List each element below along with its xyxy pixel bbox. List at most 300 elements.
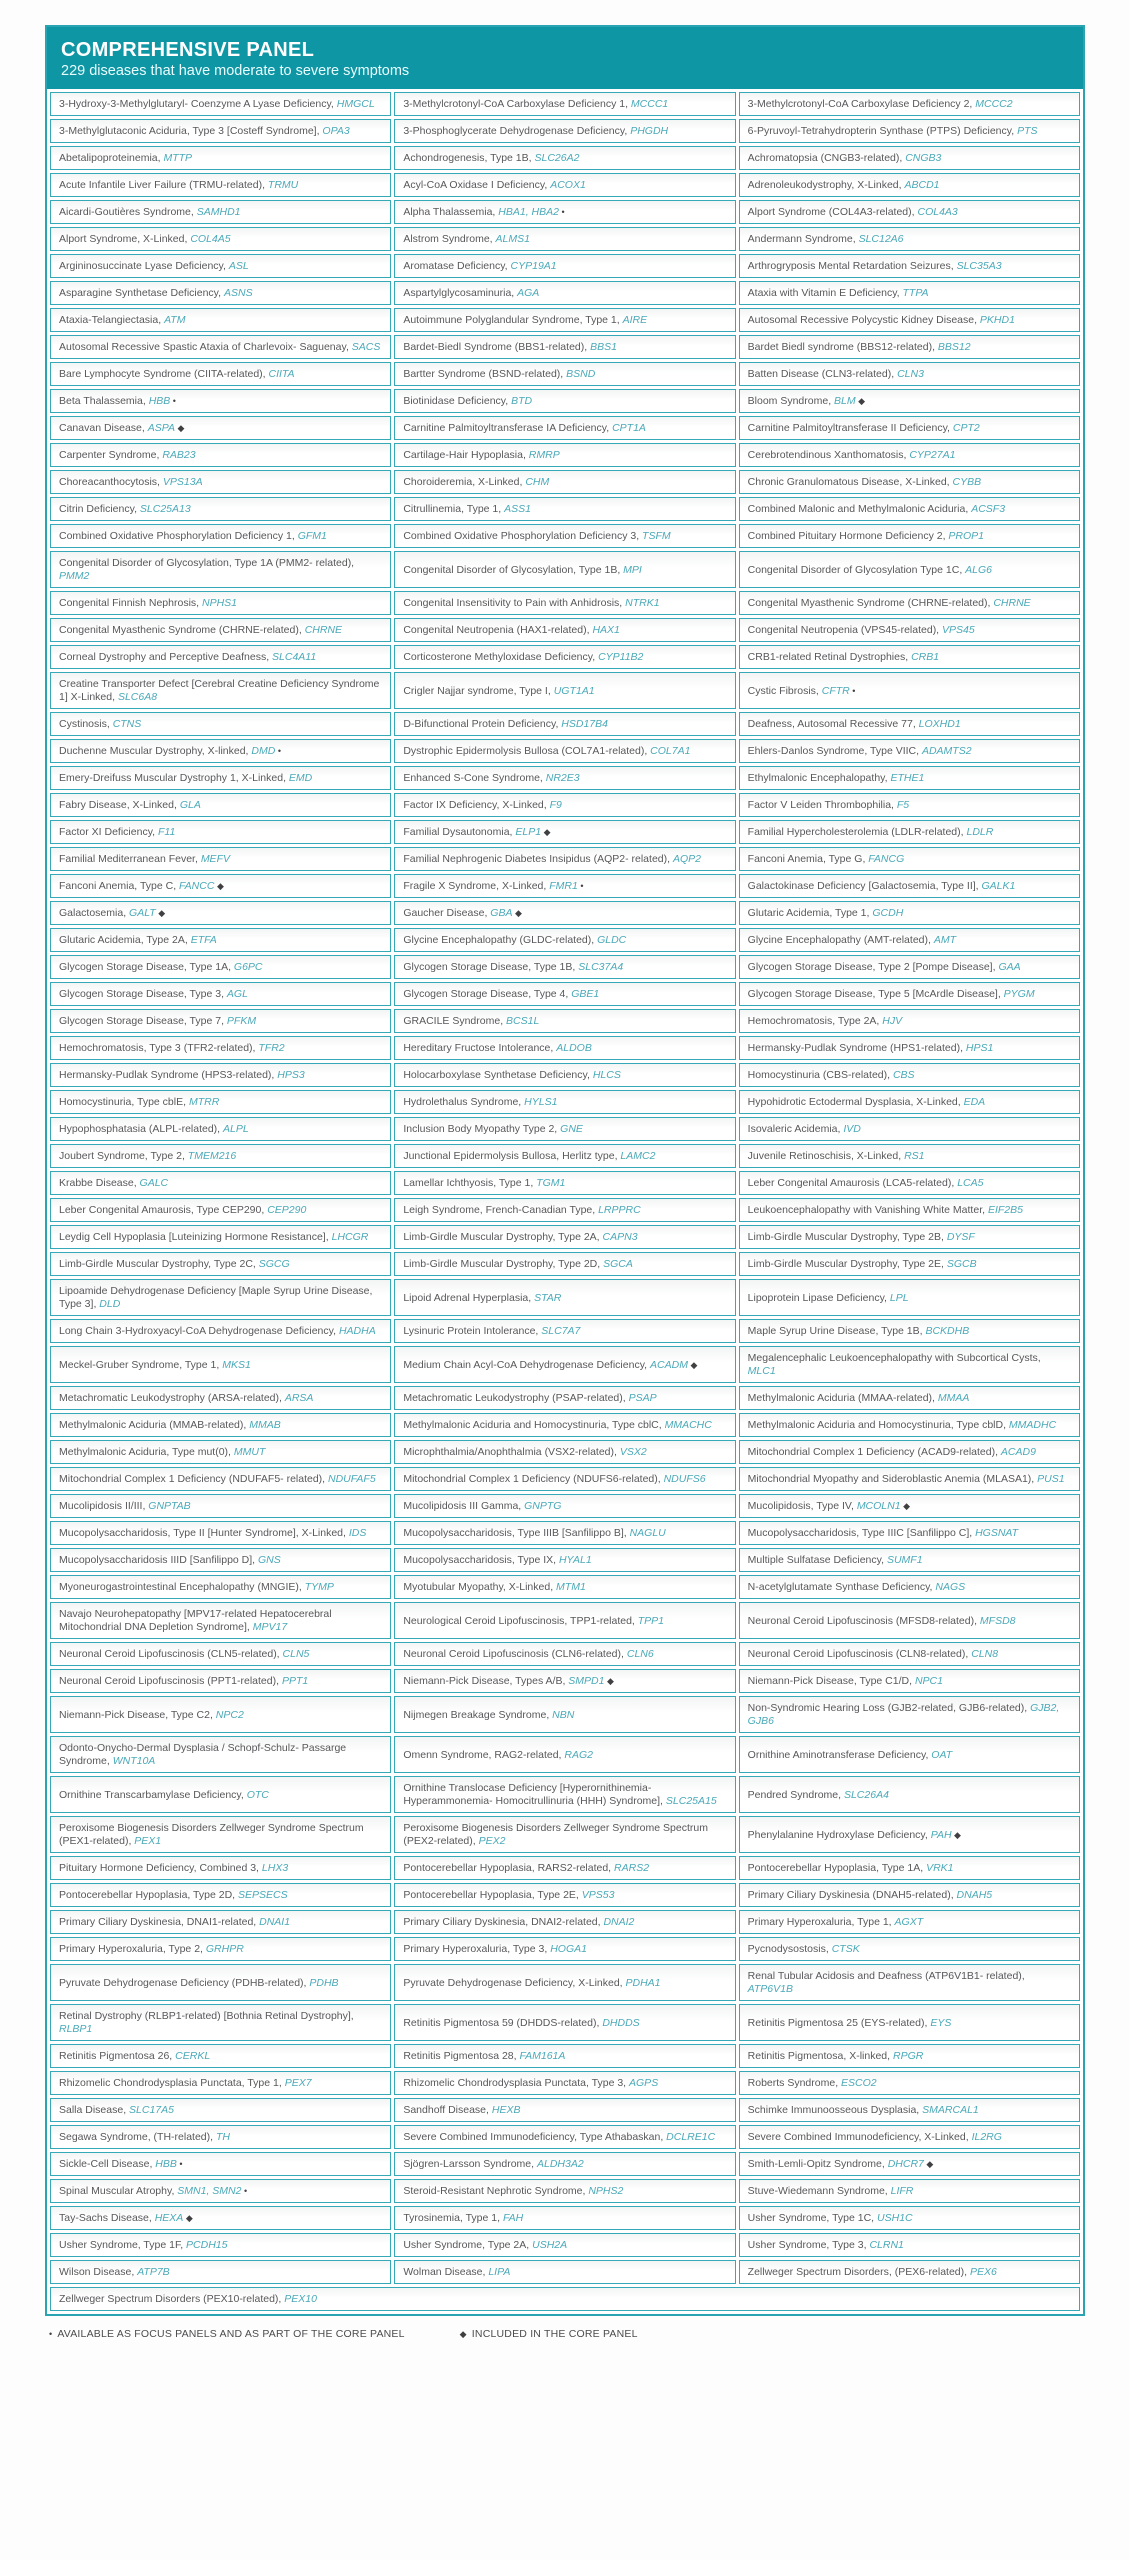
gene-name: DNAI2 (603, 1916, 635, 1928)
gene-name: HPS1 (965, 1042, 994, 1054)
disease-name: Bloom Syndrome, (747, 395, 835, 407)
disease-name: Hermansky-Pudlak Syndrome (HPS3-related), (59, 1069, 278, 1081)
disease-name: Carnitine Palmitoyltransferase IA Deficiency, (403, 422, 613, 434)
gene-name: MTRR (188, 1096, 220, 1108)
gene-name: HJV (882, 1015, 903, 1027)
core-panel-marker-icon: ◆ (512, 908, 522, 918)
disease-name: Multiple Sulfatase Deficiency, (747, 1554, 887, 1566)
disease-cell (394, 739, 735, 763)
disease-cell (739, 793, 1080, 817)
disease-cell (50, 524, 391, 548)
gene-name: SLC26A4 (843, 1788, 889, 1801)
disease-name: Lipoid Adrenal Hyperplasia, (403, 1291, 535, 1304)
gene-name: EYS (930, 2016, 952, 2029)
gene-name: SEPSECS (238, 1889, 288, 1901)
disease-name: Achromatopsia (CNGB3-related), (747, 152, 906, 164)
disease-name: Salla Disease, (59, 2104, 130, 2116)
disease-name: Limb-Girdle Muscular Dystrophy, Type 2B, (747, 1231, 947, 1243)
disease-name: Carpenter Syndrome, (59, 449, 163, 461)
disease-name: N-acetylglutamate Synthase Deficiency, (747, 1581, 936, 1593)
disease-cell (739, 1440, 1080, 1464)
disease-cell (50, 362, 391, 386)
disease-name: Combined Pituitary Hormone Deficiency 2, (747, 530, 949, 542)
disease-name: Bardet Biedl syndrome (BBS12-related), (747, 341, 938, 353)
disease-name: Severe Combined Immunodeficiency, Type Athabaskan, (403, 2131, 667, 2143)
disease-name: Phenylalanine Hydroxylase Deficiency, (747, 1828, 931, 1841)
table-row (50, 2044, 1080, 2068)
disease-cell (50, 254, 391, 278)
gene-name: LDLR (966, 826, 994, 838)
disease-name: Argininosuccinate Lyase Deficiency, (59, 260, 229, 272)
disease-cell (739, 1063, 1080, 1087)
core-panel-marker-icon: ◆ (214, 881, 224, 891)
disease-cell (394, 2260, 735, 2284)
gene-name: PSAP (628, 1392, 657, 1404)
disease-name: Limb-Girdle Muscular Dystrophy, Type 2A, (403, 1231, 603, 1243)
disease-name: Alstrom Syndrome, (403, 233, 496, 245)
table-row (50, 2179, 1080, 2203)
gene-name: GNE (560, 1123, 583, 1135)
table-row (50, 1198, 1080, 1222)
disease-cell (394, 1171, 735, 1195)
disease-name: Primary Hyperoxaluria, Type 1, (747, 1916, 895, 1928)
table-row (50, 1117, 1080, 1141)
disease-name: Congenital Finnish Nephrosis, (59, 597, 202, 609)
disease-cell (394, 645, 735, 669)
gene-name: COL4A3 (917, 206, 958, 218)
disease-cell (739, 1386, 1080, 1410)
disease-cell (50, 443, 391, 467)
gene-name: AGL (226, 988, 248, 1000)
disease-cell (739, 281, 1080, 305)
disease-name: Retinitis Pigmentosa, X-linked, (747, 2050, 893, 2062)
table-row (50, 146, 1080, 170)
disease-cell (739, 2004, 1080, 2041)
core-panel-marker-icon: ◆ (174, 423, 185, 433)
disease-cell (394, 1696, 735, 1733)
table-row (50, 2287, 1080, 2311)
gene-name: VPS53 (581, 1889, 615, 1901)
gene-name: CHRNE (993, 597, 1031, 609)
disease-cell (739, 1319, 1080, 1343)
gene-name: NDUFAF5 (328, 1473, 376, 1485)
disease-cell (394, 1669, 735, 1693)
gene-name: EDA (963, 1096, 986, 1108)
disease-name: Fragile X Syndrome, X-Linked, (403, 880, 550, 892)
gene-name: AGA (517, 287, 540, 299)
gene-name: SLC6A8 (117, 691, 158, 703)
disease-name: Batten Disease (CLN3-related), (747, 368, 898, 380)
gene-name: TSFM (642, 530, 671, 542)
table-row (50, 1319, 1080, 1343)
core-panel-marker-icon: ◆ (459, 2329, 467, 2339)
gene-name: TFR2 (258, 1042, 285, 1054)
table-row (50, 308, 1080, 332)
gene-name: NPC2 (215, 1708, 244, 1721)
table-row (50, 618, 1080, 642)
disease-cell (50, 1467, 391, 1491)
disease-name: Mucolipidosis, Type IV, (747, 1500, 857, 1512)
disease-cell (394, 173, 735, 197)
disease-name: Biotinidase Deficiency, (403, 395, 512, 407)
table-row (50, 1090, 1080, 1114)
gene-name: EIF2B5 (987, 1204, 1023, 1216)
disease-name: Renal Tubular Acidosis and Deafness (ATP6V1B1- related), (747, 1970, 1025, 1982)
gene-name: IL2RG (971, 2131, 1002, 2143)
disease-name: Glycogen Storage Disease, Type 5 [McArdle Disease], (747, 988, 1004, 1000)
gene-name: MCCC1 (630, 98, 669, 110)
table-row (50, 1063, 1080, 1087)
gene-name: FANCG (868, 853, 905, 865)
disease-cell (50, 793, 391, 817)
disease-name: Emery-Dreifuss Muscular Dystrophy 1, X-Linked, (59, 772, 289, 784)
disease-cell (739, 955, 1080, 979)
disease-cell (739, 1548, 1080, 1572)
disease-cell (394, 1467, 735, 1491)
focus-panel-marker-icon: • (49, 2329, 53, 2339)
disease-name: Hermansky-Pudlak Syndrome (HPS1-related), (747, 1042, 966, 1054)
disease-name: Autoimmune Polyglandular Syndrome, Type 1, (403, 314, 623, 326)
disease-cell (739, 1736, 1080, 1773)
disease-name: Inclusion Body Myopathy Type 2, (403, 1123, 561, 1135)
disease-name: Methylmalonic Aciduria (MMAA-related), (747, 1392, 938, 1404)
disease-name: Acute Infantile Liver Failure (TRMU-related), (59, 179, 268, 191)
disease-cell (394, 1440, 735, 1464)
table-row (50, 1696, 1080, 1733)
gene-name: PUS1 (1037, 1473, 1065, 1485)
disease-cell (739, 1910, 1080, 1934)
gene-name: MKS1 (222, 1358, 251, 1371)
disease-cell (394, 820, 735, 844)
disease-name: Citrin Deficiency, (59, 503, 140, 515)
gene-name: MTM1 (556, 1581, 586, 1593)
gene-name: EMD (288, 772, 313, 784)
disease-name: Niemann-Pick Disease, Type C2, (59, 1708, 216, 1721)
table-row (50, 1937, 1080, 1961)
disease-name: Hypophosphatasia (ALPL-related), (59, 1123, 224, 1135)
gene-name: HEXB (491, 2104, 521, 2116)
disease-name: Cystic Fibrosis, (747, 684, 822, 697)
disease-name: GRACILE Syndrome, (403, 1015, 507, 1027)
disease-cell (50, 901, 391, 925)
disease-cell (739, 1413, 1080, 1437)
table-row (50, 1386, 1080, 1410)
gene-name: ARSA (284, 1392, 314, 1404)
disease-cell (394, 200, 735, 224)
disease-name: Neuronal Ceroid Lipofuscinosis (PPT1-related), (59, 1675, 282, 1687)
gene-name: SLC12A6 (858, 233, 904, 245)
disease-cell (394, 928, 735, 952)
disease-cell (50, 739, 391, 763)
disease-name: Corticosterone Methyloxidase Deficiency, (403, 651, 599, 663)
disease-cell (739, 173, 1080, 197)
disease-cell (50, 1225, 391, 1249)
disease-cell (394, 1090, 735, 1114)
disease-name: Mitochondrial Complex 1 Deficiency (NDUFAF5- related), (59, 1473, 329, 1485)
disease-cell (50, 497, 391, 521)
disease-cell (739, 2044, 1080, 2068)
disease-name: Achondrogenesis, Type 1B, (403, 152, 535, 164)
disease-name: Ornithine Translocase Deficiency [Hyperornithinemia-Hyperammonemia- Homocitrullinuria (HHH) Syndrome], (403, 1782, 666, 1807)
disease-cell (394, 1009, 735, 1033)
disease-name: Aspartylglycosaminuria, (403, 287, 518, 299)
disease-name: Mucopolysaccharidosis, Type IX, (403, 1554, 559, 1566)
gene-name: F11 (158, 826, 176, 838)
gene-name: CLN3 (897, 368, 924, 380)
disease-cell (739, 335, 1080, 359)
gene-name: HAX1 (592, 624, 620, 636)
disease-name: Glycogen Storage Disease, Type 2 [Pompe Disease], (747, 961, 999, 973)
disease-name: Alport Syndrome (COL4A3-related), (747, 206, 918, 218)
disease-name: Factor IX Deficiency, X-Linked, (403, 799, 550, 811)
disease-name: Mucopolysaccharidosis, Type II [Hunter Syndrome], X-Linked, (59, 1527, 349, 1539)
gene-name: ASL (228, 260, 249, 272)
disease-cell (50, 1669, 391, 1693)
gene-name: PYGM (1003, 988, 1035, 1000)
disease-name: Leber Congenital Amaurosis (LCA5-related), (747, 1177, 958, 1189)
table-row (50, 1279, 1080, 1316)
disease-cell (50, 146, 391, 170)
table-row (50, 874, 1080, 898)
gene-name: ALPL (223, 1123, 249, 1135)
gene-name: CYP11B2 (598, 651, 644, 663)
gene-name: CHRNE (304, 624, 343, 636)
gene-name: NPHS1 (202, 597, 238, 609)
gene-name: HPS3 (277, 1069, 305, 1081)
gene-name: BBS1 (590, 341, 617, 353)
disease-cell (50, 389, 391, 413)
gene-name: OPA3 (322, 125, 350, 137)
table-row (50, 1009, 1080, 1033)
disease-name: Homocystinuria (CBS-related), (747, 1069, 893, 1081)
gene-name: MPV17 (252, 1621, 288, 1633)
disease-cell (50, 173, 391, 197)
gene-name: CIITA (268, 368, 295, 380)
gene-name: DYSF (946, 1231, 975, 1243)
disease-name: Congenital Disorder of Glycosylation, Type 1B, (403, 563, 624, 576)
disease-cell (394, 1883, 735, 1907)
disease-name: Citrullinemia, Type 1, (403, 503, 505, 515)
disease-cell (50, 281, 391, 305)
disease-name: Usher Syndrome, Type 1C, (747, 2212, 878, 2224)
panel-header (47, 27, 1083, 89)
gene-name: HMGCL (336, 98, 375, 110)
disease-name: Methylmalonic Aciduria (MMAB-related), (59, 1419, 250, 1431)
disease-cell (739, 1494, 1080, 1518)
disease-cell (394, 1575, 735, 1599)
disease-name: Chronic Granulomatous Disease, X-Linked, (747, 476, 953, 488)
table-row (50, 591, 1080, 615)
gene-name: PFKM (226, 1015, 257, 1027)
gene-name: RAG2 (564, 1748, 593, 1761)
disease-cell (739, 1225, 1080, 1249)
disease-name: Tay-Sachs Disease, (59, 2212, 155, 2224)
disease-cell (394, 618, 735, 642)
disease-cell (739, 928, 1080, 952)
disease-cell (394, 2044, 735, 2068)
gene-name: MMAA (937, 1392, 970, 1404)
disease-name: Ornithine Transcarbamylase Deficiency, (59, 1788, 247, 1801)
disease-name: Methylmalonic Aciduria, Type mut(0), (59, 1446, 234, 1458)
gene-name: ATP6V1B (747, 1983, 793, 1995)
gene-name: SMN1, SMN2 (177, 2185, 242, 2197)
disease-cell (394, 874, 735, 898)
gene-name: PPT1 (281, 1675, 309, 1687)
disease-name: Leber Congenital Amaurosis, Type CEP290, (59, 1204, 268, 1216)
disease-name: Sickle-Cell Disease, (59, 2158, 156, 2170)
disease-name: Limb-Girdle Muscular Dystrophy, Type 2D, (403, 1258, 604, 1270)
table-row (50, 1669, 1080, 1693)
gene-name: CLN5 (282, 1648, 310, 1660)
gene-name: UGT1A1 (553, 684, 595, 697)
table-row (50, 982, 1080, 1006)
gene-name: MCCC2 (975, 98, 1013, 110)
table-row (50, 254, 1080, 278)
table-row (50, 1440, 1080, 1464)
gene-name: SAMHD1 (196, 206, 241, 218)
disease-cell (50, 874, 391, 898)
disease-cell (739, 1575, 1080, 1599)
gene-name: ACSF3 (971, 503, 1006, 515)
disease-name: Omenn Syndrome, RAG2-related, (403, 1748, 565, 1761)
table-row (50, 1144, 1080, 1168)
disease-name: Mitochondrial Myopathy and Sideroblastic Anemia (MLASA1), (747, 1473, 1038, 1485)
disease-cell (394, 1494, 735, 1518)
disease-cell (394, 1910, 735, 1934)
table-row (50, 200, 1080, 224)
gene-name: VSX2 (619, 1446, 647, 1458)
gene-name: SLC35A3 (956, 260, 1002, 272)
disease-name: Corneal Dystrophy and Perceptive Deafness, (59, 651, 273, 663)
disease-cell (394, 1036, 735, 1060)
gene-name: FAH (502, 2212, 524, 2224)
gene-name: RARS2 (614, 1862, 650, 1874)
gene-name: CERKL (175, 2050, 211, 2062)
disease-cell (394, 524, 735, 548)
table-row (50, 1883, 1080, 1907)
disease-cell (50, 227, 391, 251)
gene-name: USH1C (877, 2212, 913, 2224)
disease-cell (394, 389, 735, 413)
legend-label: INCLUDED IN THE CORE PANEL (471, 2328, 638, 2340)
gene-name: PAH (930, 1828, 952, 1841)
disease-cell (394, 1642, 735, 1666)
gene-name: AQP2 (672, 853, 701, 865)
disease-name: Pituitary Hormone Deficiency, Combined 3, (59, 1862, 262, 1874)
disease-cell (50, 1252, 391, 1276)
gene-name: LCA5 (957, 1177, 984, 1189)
gene-name: FAM161A (519, 2050, 566, 2062)
gene-name: HGSNAT (975, 1527, 1019, 1539)
gene-name: MMADHC (1008, 1419, 1057, 1431)
disease-cell (739, 1776, 1080, 1813)
disease-cell (739, 1090, 1080, 1114)
disease-cell (739, 1467, 1080, 1491)
disease-name: Pontocerebellar Hypoplasia, Type 1A, (747, 1862, 927, 1874)
disease-cell (50, 847, 391, 871)
disease-name: Nijmegen Breakage Syndrome, (403, 1708, 553, 1721)
table-row (50, 1548, 1080, 1572)
disease-cell (739, 416, 1080, 440)
disease-cell (50, 1736, 391, 1773)
gene-name: GNPTG (524, 1500, 562, 1512)
disease-name: Alpha Thalassemia, (403, 206, 499, 218)
disease-cell (739, 119, 1080, 143)
disease-cell (394, 1252, 735, 1276)
disease-name: Krabbe Disease, (59, 1177, 140, 1189)
disease-cell (394, 146, 735, 170)
disease-cell (50, 551, 391, 588)
disease-name: Arthrogryposis Mental Retardation Seizures, (747, 260, 957, 272)
disease-cell (739, 1521, 1080, 1545)
gene-name: ALDH3A2 (536, 2158, 584, 2170)
disease-name: Retinitis Pigmentosa 59 (DHDDS-related), (403, 2016, 603, 2029)
disease-cell (739, 308, 1080, 332)
disease-cell (50, 1117, 391, 1141)
disease-cell (739, 200, 1080, 224)
disease-name: Ornithine Aminotransferase Deficiency, (747, 1748, 932, 1761)
disease-name: Alport Syndrome, X-Linked, (59, 233, 191, 245)
disease-cell (394, 1413, 735, 1437)
disease-name: Navajo Neurohepatopathy [MPV17-related Hepatocerebral Mitochondrial DNA Depletion Syndrome], (59, 1608, 332, 1633)
table-row (50, 119, 1080, 143)
disease-name: Ethylmalonic Encephalopathy, (747, 772, 891, 784)
gene-name: MMAB (249, 1419, 281, 1431)
disease-name: Gaucher Disease, (403, 907, 491, 919)
gene-name: ADAMTS2 (921, 745, 972, 757)
table-row (50, 1467, 1080, 1491)
disease-cell (394, 551, 735, 588)
table-row (50, 335, 1080, 359)
legend-item-focus-panel (49, 2328, 405, 2340)
disease-name: Pontocerebellar Hypoplasia, Type 2D, (59, 1889, 238, 1901)
disease-cell (739, 2125, 1080, 2149)
gene-name: CBS (892, 1069, 915, 1081)
core-panel-marker-icon: ◆ (687, 1359, 698, 1370)
gene-name: SGCG (258, 1258, 290, 1270)
disease-name: Lipoprotein Lipase Deficiency, (747, 1291, 890, 1304)
gene-name: DNAI1 (259, 1916, 291, 1928)
disease-cell (739, 2206, 1080, 2230)
disease-name: Mitochondrial Complex 1 Deficiency (ACAD9-related), (747, 1446, 1001, 1458)
disease-cell (739, 1009, 1080, 1033)
disease-cell (739, 92, 1080, 116)
gene-name: SGCB (946, 1258, 977, 1270)
gene-name: NPC1 (914, 1675, 943, 1687)
disease-name: Aicardi-Goutières Syndrome, (59, 206, 197, 218)
disease-cell (50, 672, 391, 709)
table-row (50, 1736, 1080, 1773)
legend (45, 2316, 1085, 2340)
gene-name: PEX2 (478, 1835, 506, 1847)
disease-name: 3-Methylglutaconic Aciduria, Type 3 [Costeff Syndrome], (59, 125, 323, 137)
disease-cell (394, 2071, 735, 2095)
disease-name: Dystrophic Epidermolysis Bullosa (COL7A1-related), (403, 745, 651, 757)
disease-name: Hypohidrotic Ectodermal Dysplasia, X-Linked, (747, 1096, 964, 1108)
disease-cell (50, 712, 391, 736)
disease-name: Glycogen Storage Disease, Type 3, (59, 988, 227, 1000)
gene-name: NTRK1 (625, 597, 660, 609)
disease-name: Duchenne Muscular Dystrophy, X-linked, (59, 745, 252, 757)
gene-name: SLC25A15 (665, 1795, 717, 1807)
disease-cell (739, 1642, 1080, 1666)
disease-cell (394, 1856, 735, 1880)
gene-name: HYAL1 (558, 1554, 592, 1566)
disease-cell (394, 2125, 735, 2149)
disease-cell (739, 551, 1080, 588)
disease-cell (50, 2071, 391, 2095)
table-row (50, 928, 1080, 952)
